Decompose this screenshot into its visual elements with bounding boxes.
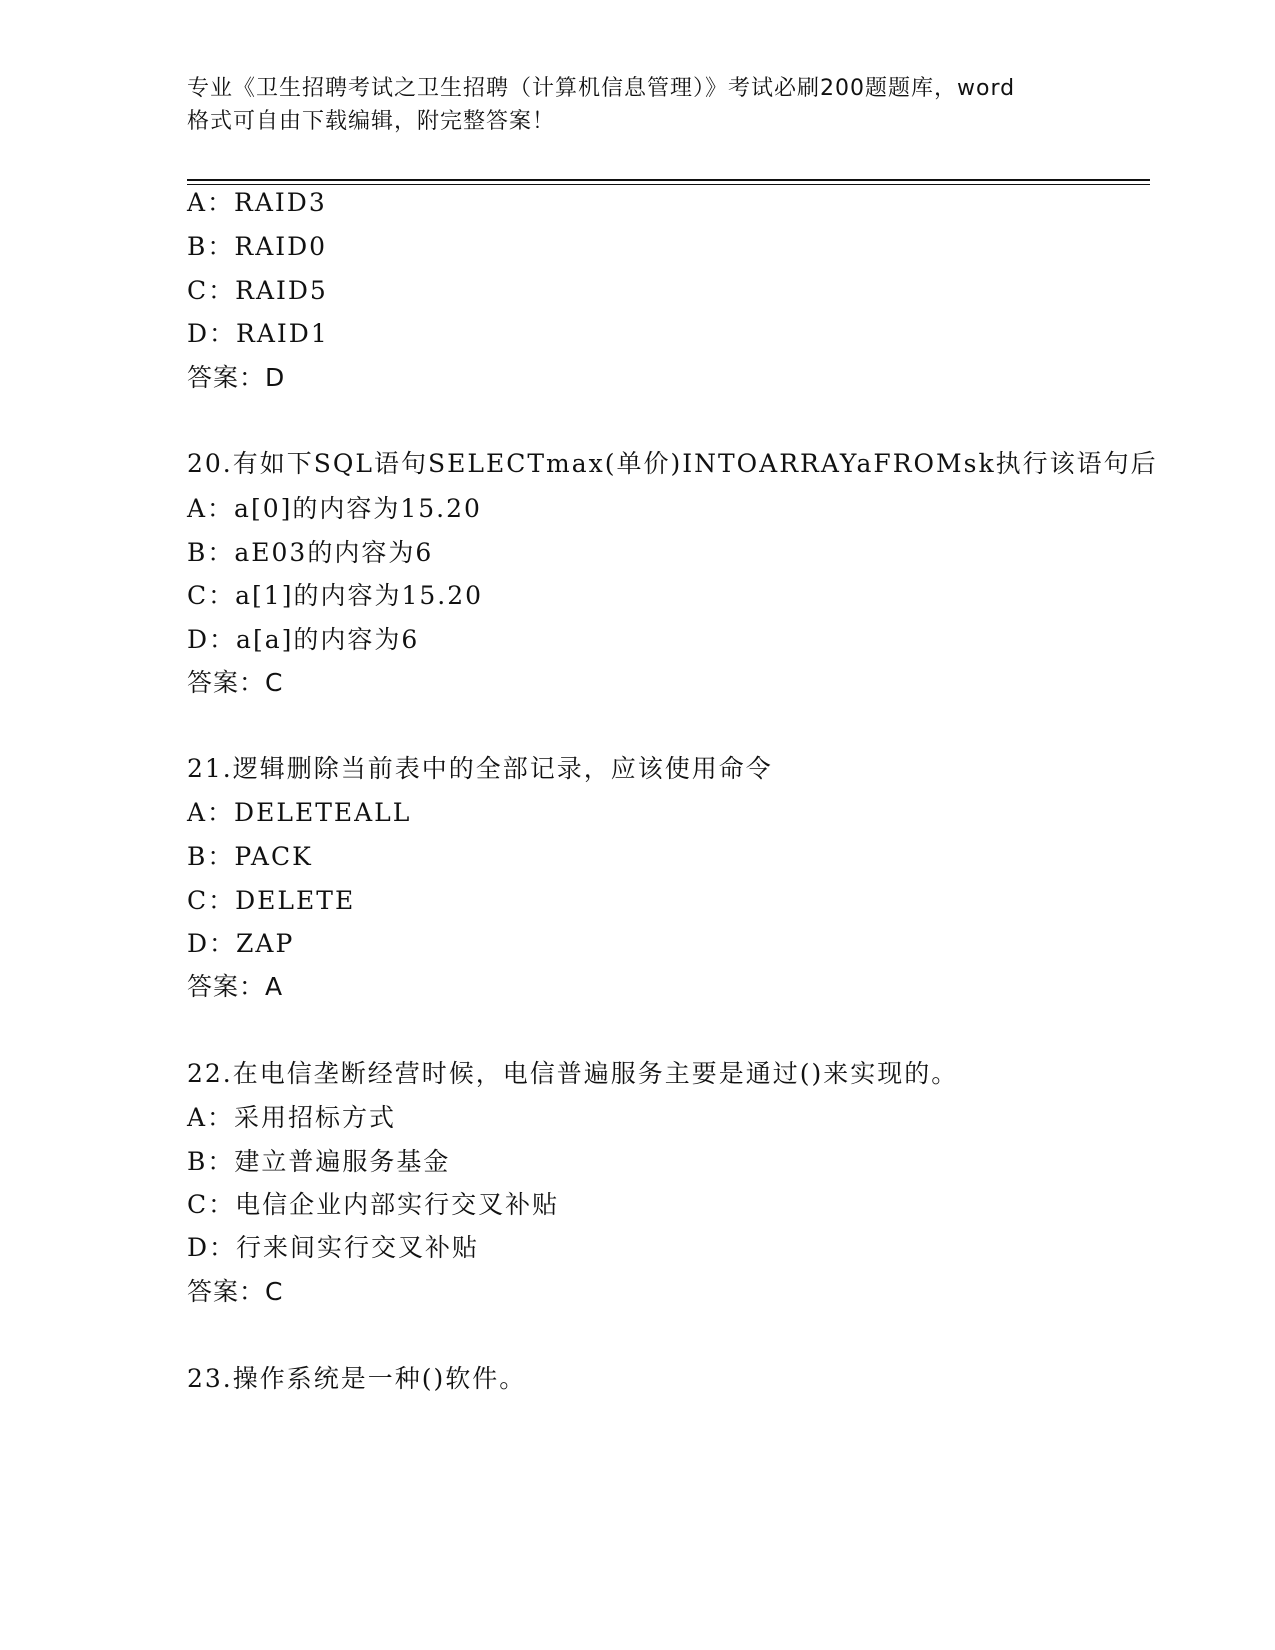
q20-option-c: C：a[1]的内容为15.20 [187, 581, 484, 610]
header-divider-thick [187, 179, 1150, 181]
q22-option-c: C：电信企业内部实行交叉补贴 [187, 1190, 560, 1219]
q22-question: 22.在电信垄断经营时候，电信普遍服务主要是通过()来实现的。 [187, 1059, 959, 1088]
q21-option-a: A：DELETEALL [187, 798, 412, 827]
q20-option-a: A：a[0]的内容为15.20 [187, 494, 482, 523]
q21-answer: 答案：A [187, 972, 284, 1001]
q20-option-d: D：a[a]的内容为6 [187, 625, 420, 654]
q21-question: 21.逻辑删除当前表中的全部记录，应该使用命令 [187, 754, 773, 783]
q20-answer: 答案：C [187, 668, 284, 697]
q20-question: 20.有如下SQL语句SELECTmax(单价)INTOARRAYaFROMsk执行该语句后 [187, 449, 1158, 478]
q21-option-c: C：DELETE [187, 886, 356, 915]
q19-answer: 答案：D [187, 363, 286, 392]
header-divider-thin [187, 184, 1150, 185]
q23-question: 23.操作系统是一种()软件。 [187, 1364, 527, 1393]
document-header [187, 72, 1087, 138]
q22-option-b: B：建立普遍服务基金 [187, 1147, 451, 1176]
q21-option-d: D：ZAP [187, 929, 295, 958]
q21-option-b: B：PACK [187, 842, 313, 871]
q19-option-a: A：RAID3 [187, 188, 327, 217]
q20-option-b: B：aE03的内容为6 [187, 538, 434, 567]
q22-answer: 答案：C [187, 1277, 284, 1306]
header-line-2: 格式可自由下载编辑，附完整答案！ [187, 109, 556, 134]
header-line-1: 专业《卫生招聘考试之卫生招聘（计算机信息管理）》考试必刷200题题库，word [187, 76, 1016, 101]
q19-option-b: B：RAID0 [187, 232, 328, 261]
q19-option-d: D：RAID1 [187, 319, 329, 348]
q19-option-c: C：RAID5 [187, 276, 328, 305]
q22-option-d: D：行来间实行交叉补贴 [187, 1233, 480, 1262]
q22-option-a: A：采用招标方式 [187, 1103, 397, 1132]
